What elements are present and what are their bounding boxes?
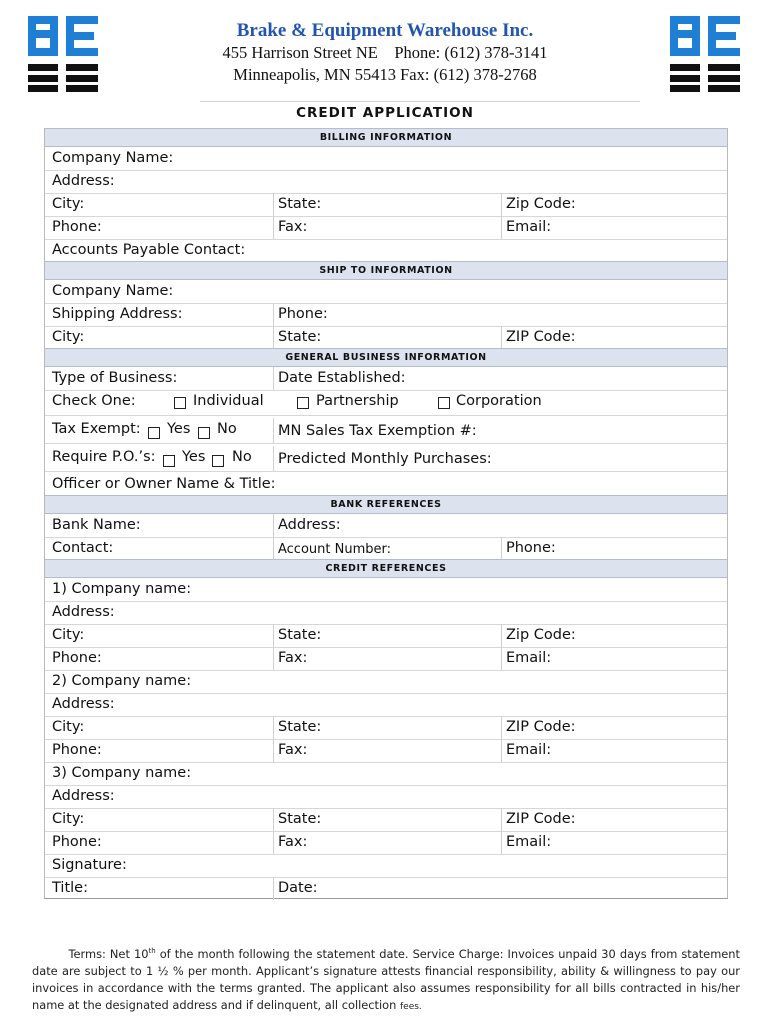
ref1-address-label: Address: [52,604,115,620]
ref2-zip-label[interactable]: ZIP Code: [506,719,576,735]
billing-phone-row [45,216,727,240]
require-po-label: Require P.O.’s: [52,449,156,465]
billing-address-row[interactable] [45,170,727,194]
ship-company-row[interactable] [45,280,727,304]
ref3-zip-label[interactable]: ZIP Code: [506,811,576,827]
billing-company-label: Company Name: [52,150,174,166]
ship-zip-label[interactable]: ZIP Code: [506,329,576,345]
signature-label: Signature: [52,857,127,873]
ref3-phone-row [45,831,727,855]
ref1-city-label[interactable]: City: [52,627,85,643]
predicted-purchases-label[interactable]: Predicted Monthly Purchases: [278,451,492,467]
ref3-company-label: 3) Company name: [52,765,192,781]
ref2-phone-label[interactable]: Phone: [52,742,102,758]
general-section-heading: GENERAL BUSINESS INFORMATION [45,348,727,367]
partnership-checkbox[interactable] [297,397,309,409]
ref2-city-row [45,716,727,740]
ref2-company-row[interactable] [45,670,727,694]
ref1-company-label: 1) Company name: [52,581,192,597]
partnership-label: Partnership [316,393,399,409]
ref2-company-label: 2) Company name: [52,673,192,689]
ship-phone-label[interactable]: Phone: [278,306,328,322]
ship-city-row [45,326,727,350]
credit-application-form [44,128,728,899]
ref1-zip-label[interactable]: Zip Code: [506,627,576,643]
date-label[interactable]: Date: [278,880,318,896]
title-date-row [45,877,727,900]
individual-label: Individual [193,393,264,409]
terms-body: of the month following the statement date. Service Charge: Invoices unpaid 30 days from statement date are subject to 1 ½ % per month. Applicant’s signature attests financial responsibility, ability & willingness to pay our invoices in accordance with the terms granted. The applicant also assumes responsibility for all bills contracted in his/her name at the designated address and if delinquent, all collection [32,946,740,1012]
company-address-line: 455 Harrison Street NE Phone: (612) 378-3141 [222,43,548,62]
ref3-phone-label[interactable]: Phone: [52,834,102,850]
billing-city-label[interactable]: City: [52,196,85,212]
signature-row[interactable] [45,854,727,878]
tax-exempt-row [45,418,727,444]
ref3-state-label[interactable]: State: [278,811,322,827]
ref1-email-label[interactable]: Email: [506,650,552,666]
ship-section-heading: SHIP TO INFORMATION [45,261,727,280]
ref1-state-label[interactable]: State: [278,627,322,643]
billing-fax-label[interactable]: Fax: [278,219,308,235]
corporation-checkbox[interactable] [438,397,450,409]
business-type-label[interactable]: Type of Business: [52,370,178,386]
tax-exempt-yes-label: Yes [167,421,191,437]
bank-contact-label[interactable]: Contact: [52,540,114,556]
mn-sales-tax-label[interactable]: MN Sales Tax Exemption #: [278,423,477,439]
header-divider [200,101,640,102]
bank-account-number-label[interactable]: Account Number: [278,542,391,557]
billing-email-label[interactable]: Email: [506,219,552,235]
billing-zip-label[interactable]: Zip Code: [506,196,576,212]
ship-company-label: Company Name: [52,283,174,299]
ref3-city-row [45,808,727,832]
officer-label: Officer or Owner Name & Title: [52,476,276,492]
ref3-address-label: Address: [52,788,115,804]
ship-state-label[interactable]: State: [278,329,322,345]
require-po-no-label: No [232,449,252,465]
billing-ap-contact-row[interactable] [45,239,727,263]
terms-end: fees. [400,1001,422,1012]
check-one-row [45,390,727,416]
require-po-no-checkbox[interactable] [212,455,224,467]
ref1-fax-label[interactable]: Fax: [278,650,308,666]
ref3-address-row[interactable] [45,785,727,809]
require-po-row [45,446,727,472]
business-type-row [45,367,727,391]
ship-address-label[interactable]: Shipping Address: [52,306,183,322]
tax-exempt-no-label: No [217,421,237,437]
title-label[interactable]: Title: [52,880,88,896]
form-title: CREDIT APPLICATION [296,105,474,121]
billing-state-label[interactable]: State: [278,196,322,212]
billing-company-row[interactable] [45,147,727,171]
terms-superscript: th [148,947,156,955]
ref1-address-row[interactable] [45,601,727,625]
billing-ap-contact-label: Accounts Payable Contact: [52,242,246,258]
date-established-label[interactable]: Date Established: [278,370,406,386]
ref3-email-label[interactable]: Email: [506,834,552,850]
terms-paragraph [32,943,740,1016]
bank-section-heading: BANK REFERENCES [45,495,727,514]
bank-name-label[interactable]: Bank Name: [52,517,141,533]
bank-address-label[interactable]: Address: [278,517,341,533]
tax-exempt-no-checkbox[interactable] [198,427,210,439]
company-name: Brake & Equipment Warehouse Inc. [236,20,534,41]
ship-address-row [45,303,727,327]
ship-city-label[interactable]: City: [52,329,85,345]
ref3-city-label[interactable]: City: [52,811,85,827]
ref3-company-row[interactable] [45,762,727,786]
bank-name-row [45,514,727,538]
officer-row[interactable] [45,473,727,497]
terms-prefix: Terms: Net 10 [68,946,149,961]
require-po-yes-label: Yes [182,449,206,465]
bank-contact-row [45,537,727,561]
ref2-phone-row [45,739,727,763]
ref1-city-row [45,624,727,648]
ref2-address-label: Address: [52,696,115,712]
ref2-email-label[interactable]: Email: [506,742,552,758]
corporation-label: Corporation [456,393,542,409]
ref1-phone-label[interactable]: Phone: [52,650,102,666]
billing-address-label: Address: [52,173,115,189]
require-po-yes-checkbox[interactable] [163,455,175,467]
company-city-line: Minneapolis, MN 55413 Fax: (612) 378-2768 [233,65,537,84]
ref2-address-row[interactable] [45,693,727,717]
tax-exempt-label: Tax Exempt: [52,421,141,437]
bank-phone-label[interactable]: Phone: [506,540,556,556]
billing-phone-label[interactable]: Phone: [52,219,102,235]
ref2-city-label[interactable]: City: [52,719,85,735]
tax-exempt-yes-checkbox[interactable] [148,427,160,439]
credit-section-heading: CREDIT REFERENCES [45,559,727,578]
ref1-phone-row [45,647,727,671]
individual-checkbox[interactable] [174,397,186,409]
ref2-fax-label[interactable]: Fax: [278,742,308,758]
billing-city-row [45,193,727,217]
check-one-label: Check One: [52,393,136,409]
ref2-state-label[interactable]: State: [278,719,322,735]
ref3-fax-label[interactable]: Fax: [278,834,308,850]
ref1-company-row[interactable] [45,578,727,602]
billing-section-heading: BILLING INFORMATION [45,128,727,147]
